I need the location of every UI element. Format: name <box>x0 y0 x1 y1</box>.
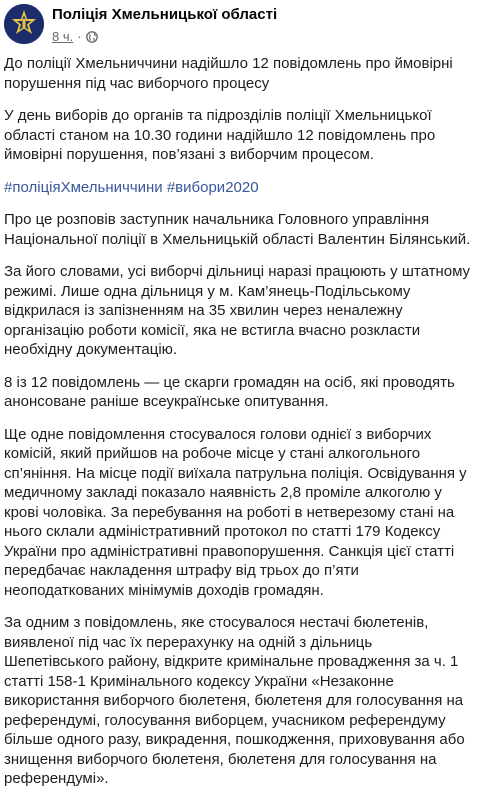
post-headline: До поліції Хмельниччини надійшло 12 повідомлень про ймовірні порушення під час виборчого процесу <box>4 55 453 92</box>
globe-icon[interactable] <box>86 31 98 43</box>
meta-separator: · <box>77 29 82 44</box>
police-badge-icon <box>4 4 44 44</box>
hashtag-line <box>4 178 476 198</box>
post-paragraph: За одним з повідомлень, яке стосувалося нестачі бюлетенів, виявленої під час їх перерахунку на одній з дільниць Шепетівського району, відкрите кримінальне провадження за ч. 1 статті 158-1 Кримінального кодексу України «Незаконне використання виборчого бюлетеня, бюлетеня для голосування на референдумі, голосування виборцем, учасником референдуму більше одного разу, викрадення, пошкодження, приховування або знищення виборчого бюлетеня, бюлетеня для голосування на референдумі». <box>4 614 465 787</box>
hashtag-link[interactable]: #поліціяХмельниччини <box>4 178 163 196</box>
page-name[interactable]: Поліція Хмельницької області <box>52 6 278 23</box>
post-header <box>4 4 474 48</box>
post-paragraph: За його словами, усі виборчі дільниці наразі працюють у штатному режимі. Лише одна дільниця у м. Кам’янець-Подільському відкрилася із запізненням на 35 хвилин через неналежну організацію роботи комісії, яка не встигла вчасно розкласти необхідну документацію. <box>4 263 471 358</box>
post-paragraph: У день виборів до органів та підрозділів поліції Хмельницької області станом на 10.30 години надійшло 12 повідомлень про ймовірні порушення, пов’язані з виборчим процесом. <box>4 107 436 163</box>
post-paragraph: Ще одне повідомлення стосувалося голови однієї з виборчих комісій, який прийшов на робоче місце у стані алкогольного сп’яніння. На місце події виїхала патрульна поліція. Освідування у медичному закладі показало наявність 2,8 проміле алкоголю у крові чоловіка. За перебування на роботі в нетверезому стані на нього склали адміністративний протокол по статті 179 Кодексу України про адміністративні правопорушення. Санкція цієї статті передбачає накладення штрафу від трьох до п’яти неоподаткованих мінімумів доходів громадян. <box>4 425 467 599</box>
post-timestamp[interactable]: 8 ч. <box>52 29 74 44</box>
page-avatar[interactable] <box>4 4 44 44</box>
hashtag-link[interactable]: #вибори2020 <box>166 178 259 196</box>
post-paragraph: Про це розповів заступник начальника Головного управління Національної поліції в Хмельницькій області Валентин Білянський. <box>4 211 471 248</box>
post-paragraph: 8 із 12 повідомлень — це скарги громадян на осіб, які проводять анонсоване раніше всеукраїнське опитування. <box>4 373 455 410</box>
post-meta <box>52 29 98 44</box>
post-body <box>4 54 476 802</box>
